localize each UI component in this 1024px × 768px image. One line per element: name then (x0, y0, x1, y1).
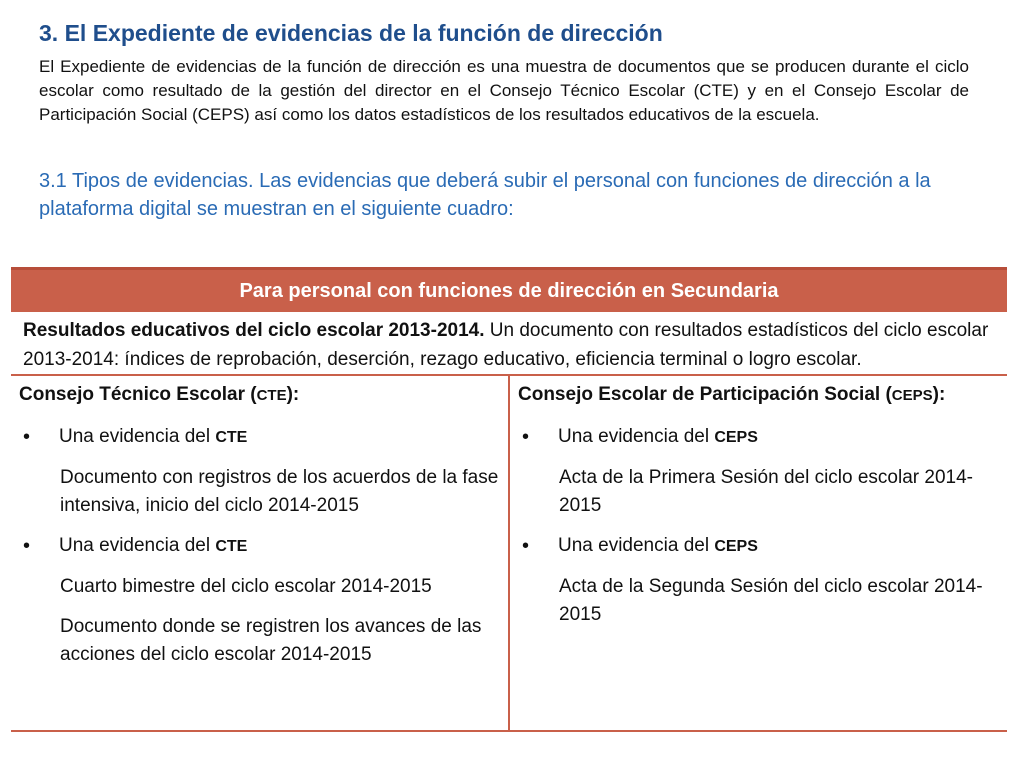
subsection-heading: 3.1 Tipos de evidencias. Las evidencias que deberá subir el personal con funciones de dirección a la plataforma digital se muestran en el siguiente cuadro: (39, 170, 931, 220)
list-item (19, 532, 500, 561)
cte-column (11, 376, 510, 730)
ceps-title-abbr: CEPS (891, 387, 933, 404)
results-text: Un documento con resultados estadísticos del ciclo escolar 2013-2014: índices de reprobación, deserción, rezago educativo, eficiencia terminal o logro escolar. (23, 320, 989, 370)
bullet-abbr: CEPS (714, 538, 758, 555)
bullet-abbr: CTE (215, 429, 248, 446)
bullet-label: Una evidencia del (59, 426, 216, 447)
cte-title-prefix: Consejo Técnico Escolar ( (19, 384, 257, 405)
list-item (19, 423, 500, 452)
bullet-icon (518, 532, 558, 561)
table-header: Para personal con funciones de dirección en Secundaria (11, 267, 1007, 312)
list-item-detail: Acta de la Segunda Sesión del ciclo escolar 2014-2015 (559, 576, 983, 625)
bullet-icon (19, 532, 59, 561)
cte-title-abbr: CTE (256, 387, 287, 404)
bullet-abbr: CTE (215, 538, 248, 555)
bullet-icon (19, 423, 59, 452)
ceps-title-suffix: ): (932, 384, 946, 405)
ceps-column-title (518, 382, 999, 409)
bullet-label: Una evidencia del (558, 426, 715, 447)
list-item (518, 532, 999, 561)
bullet-label: Una evidencia del (558, 535, 715, 556)
bullet-label: Una evidencia del (59, 535, 216, 556)
bullet-abbr: CEPS (714, 429, 758, 446)
list-item-detail: Documento donde se registren los avances de las acciones del ciclo escolar 2014-2015 (60, 616, 482, 665)
results-row (11, 312, 1007, 376)
list-item-detail: Documento con registros de los acuerdos de la fase intensiva, inicio del ciclo 2014-2015 (60, 467, 499, 516)
list-item-detail: Cuarto bimestre del ciclo escolar 2014-2015 (60, 576, 432, 597)
ceps-column (510, 376, 1007, 730)
cte-column-title (19, 382, 500, 409)
section-title: 3. El Expediente de evidencias de la función de dirección (39, 20, 663, 46)
evidence-columns (11, 376, 1007, 732)
ceps-title-prefix: Consejo Escolar de Participación Social ( (518, 384, 892, 405)
list-item (518, 423, 999, 452)
results-title: Resultados educativos del ciclo escolar 2013-2014. (23, 320, 485, 341)
bullet-icon (518, 423, 558, 452)
intro-paragraph: El Expediente de evidencias de la función de dirección es una muestra de documentos que se producen durante el ciclo escolar como resultado de la gestión del director en el Consejo Técnico Escolar (CTE) y en el Consejo Escolar de Participación Social (CEPS) así como los datos estadísticos de los resultados educativos de la escuela. (39, 57, 969, 124)
evidence-table (11, 267, 1007, 730)
list-item-detail: Acta de la Primera Sesión del ciclo escolar 2014-2015 (559, 467, 973, 516)
cte-title-suffix: ): (286, 384, 300, 405)
